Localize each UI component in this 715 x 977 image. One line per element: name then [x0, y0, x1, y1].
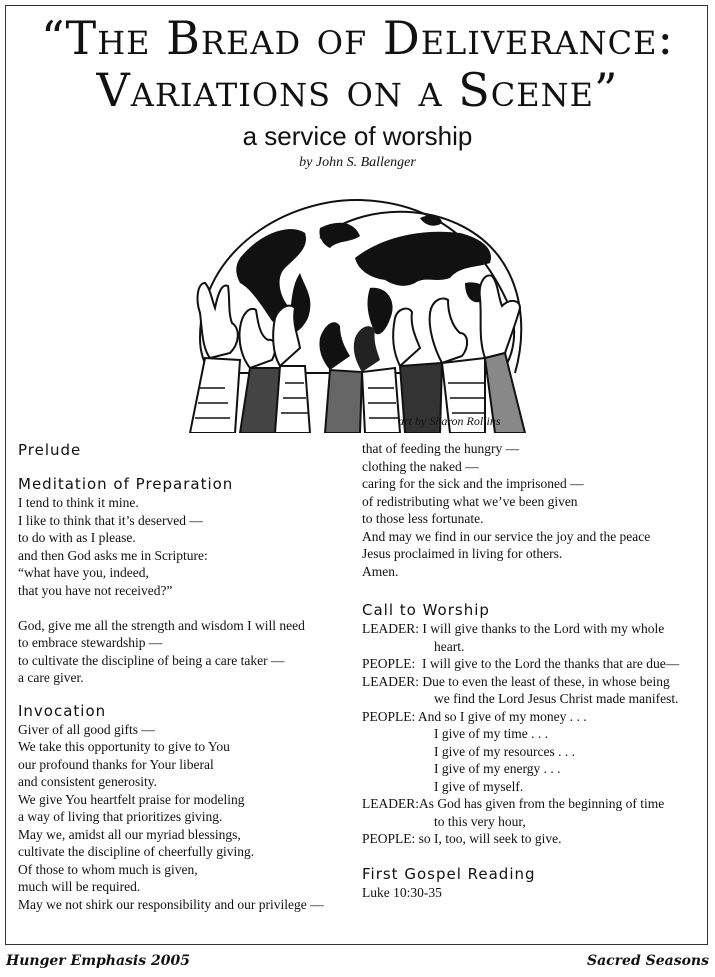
response-text: Due to even the least of these, in whose being — [422, 673, 670, 689]
page-title-line-1: “The Bread of Deliverance: — [41, 11, 674, 65]
invocation-line: We give You heartfelt praise for modeling — [18, 791, 245, 807]
responsive-continuation: I give of my time . . . — [434, 726, 548, 741]
response-text: I will give to the Lord the thanks that are due— — [422, 656, 680, 671]
meditation-line: God, give me all the strength and wisdom I will need — [18, 617, 305, 633]
continuation-line: caring for the sick and the imprisoned — — [362, 476, 584, 491]
meditation-line: to do with as I please. — [18, 530, 136, 545]
responsive-line — [362, 620, 702, 638]
footer-right: Sacred Seasons — [586, 953, 709, 969]
invocation-heading: Invocation — [18, 701, 107, 720]
continuation-line: Jesus proclaimed in living for others. — [362, 546, 563, 561]
globe-hands-illustration — [180, 188, 535, 433]
continuation-line: of redistributing what we’ve been given — [362, 493, 578, 509]
byline: by John S. Ballenger — [299, 155, 416, 170]
responsive-line — [362, 830, 702, 848]
meditation-line: and then God asks me in Scripture: — [18, 547, 208, 563]
speaker-label: PEOPLE: — [362, 708, 416, 724]
responsive-line — [362, 708, 702, 726]
continuation-line: And may we find in our service the joy and the peace — [362, 528, 651, 544]
art-credit: art by Sharon Rollins — [398, 414, 501, 428]
left-column — [18, 440, 353, 913]
invocation-line: much will be required. — [18, 879, 141, 894]
response-text: As God has given from the beginning of time — [419, 796, 665, 811]
meditation-line: “what have you, indeed, — [18, 565, 149, 580]
subtitle: a service of worship — [242, 121, 473, 151]
continuation-line: that of feeding the hungry — — [362, 441, 520, 456]
prelude-heading: Prelude — [18, 441, 82, 459]
responsive-line — [362, 673, 702, 691]
invocation-line: We take this opportunity to give to You — [18, 739, 230, 754]
responsive-continuation: I give of my resources . . . — [434, 743, 575, 759]
speaker-label: PEOPLE: — [362, 831, 416, 846]
speaker-label: LEADER: — [362, 673, 419, 689]
invocation-line: and consistent generosity. — [18, 774, 157, 789]
meditation-line: I tend to think it mine. — [18, 495, 139, 510]
meditation-heading: Meditation of Preparation — [18, 475, 234, 493]
gospel-reference: Luke 10:30-35 — [362, 884, 442, 900]
meditation-line: I like to think that it’s deserved — — [18, 512, 203, 528]
call-to-worship-heading: Call to Worship — [362, 601, 490, 619]
invocation-line: Of those to whom much is given, — [18, 861, 198, 877]
meditation-line: a care giver. — [18, 670, 84, 685]
continuation-line: clothing the naked — — [362, 458, 479, 474]
invocation-line: cultivate the discipline of cheerfully giving. — [18, 844, 255, 859]
meditation-line: to cultivate the discipline of being a care taker — — [18, 652, 285, 668]
continuation-text — [362, 440, 702, 580]
continuation-line: to those less fortunate. — [362, 511, 484, 526]
responsive-continuation: we find the Lord Jesus Christ made manifest. — [434, 691, 679, 706]
responsive-line — [362, 795, 702, 813]
continuation-line: Amen. — [362, 563, 399, 579]
speaker-label: LEADER: — [362, 621, 419, 636]
meditation-line: that you have not received?” — [18, 582, 173, 598]
call-to-worship-text — [362, 620, 702, 848]
response-text: And so I give of my money . . . — [417, 708, 587, 724]
invocation-text — [18, 721, 353, 914]
responsive-line — [362, 655, 702, 673]
response-text: so I, too, will seek to give. — [418, 831, 562, 846]
footer-left: Hunger Emphasis 2005 — [6, 953, 190, 969]
responsive-continuation: to this very hour, — [434, 813, 526, 829]
responsive-continuation: heart. — [434, 638, 465, 654]
invocation-line: May we not shirk our responsibility and our privilege — — [18, 896, 324, 912]
meditation-text — [18, 494, 353, 687]
invocation-line: Giver of all good gifts — — [18, 721, 155, 737]
speaker-label: LEADER: — [362, 796, 419, 811]
invocation-line: our profound thanks for Your liberal — [18, 756, 214, 772]
invocation-line: May we, amidst all our myriad blessings, — [18, 826, 241, 842]
page-title-line-2: Variations on a Scene” — [96, 63, 619, 117]
response-text: I will give thanks to the Lord with my whole — [422, 621, 665, 636]
responsive-continuation: I give of myself. — [434, 778, 524, 794]
meditation-line: to embrace stewardship — — [18, 635, 163, 650]
speaker-label: PEOPLE: — [362, 656, 416, 671]
invocation-line: a way of living that prioritizes giving. — [18, 809, 223, 824]
right-column — [362, 440, 702, 901]
responsive-continuation: I give of my energy . . . — [434, 761, 561, 776]
gospel-heading: First Gospel Reading — [362, 864, 536, 883]
stanza-break — [18, 599, 353, 617]
